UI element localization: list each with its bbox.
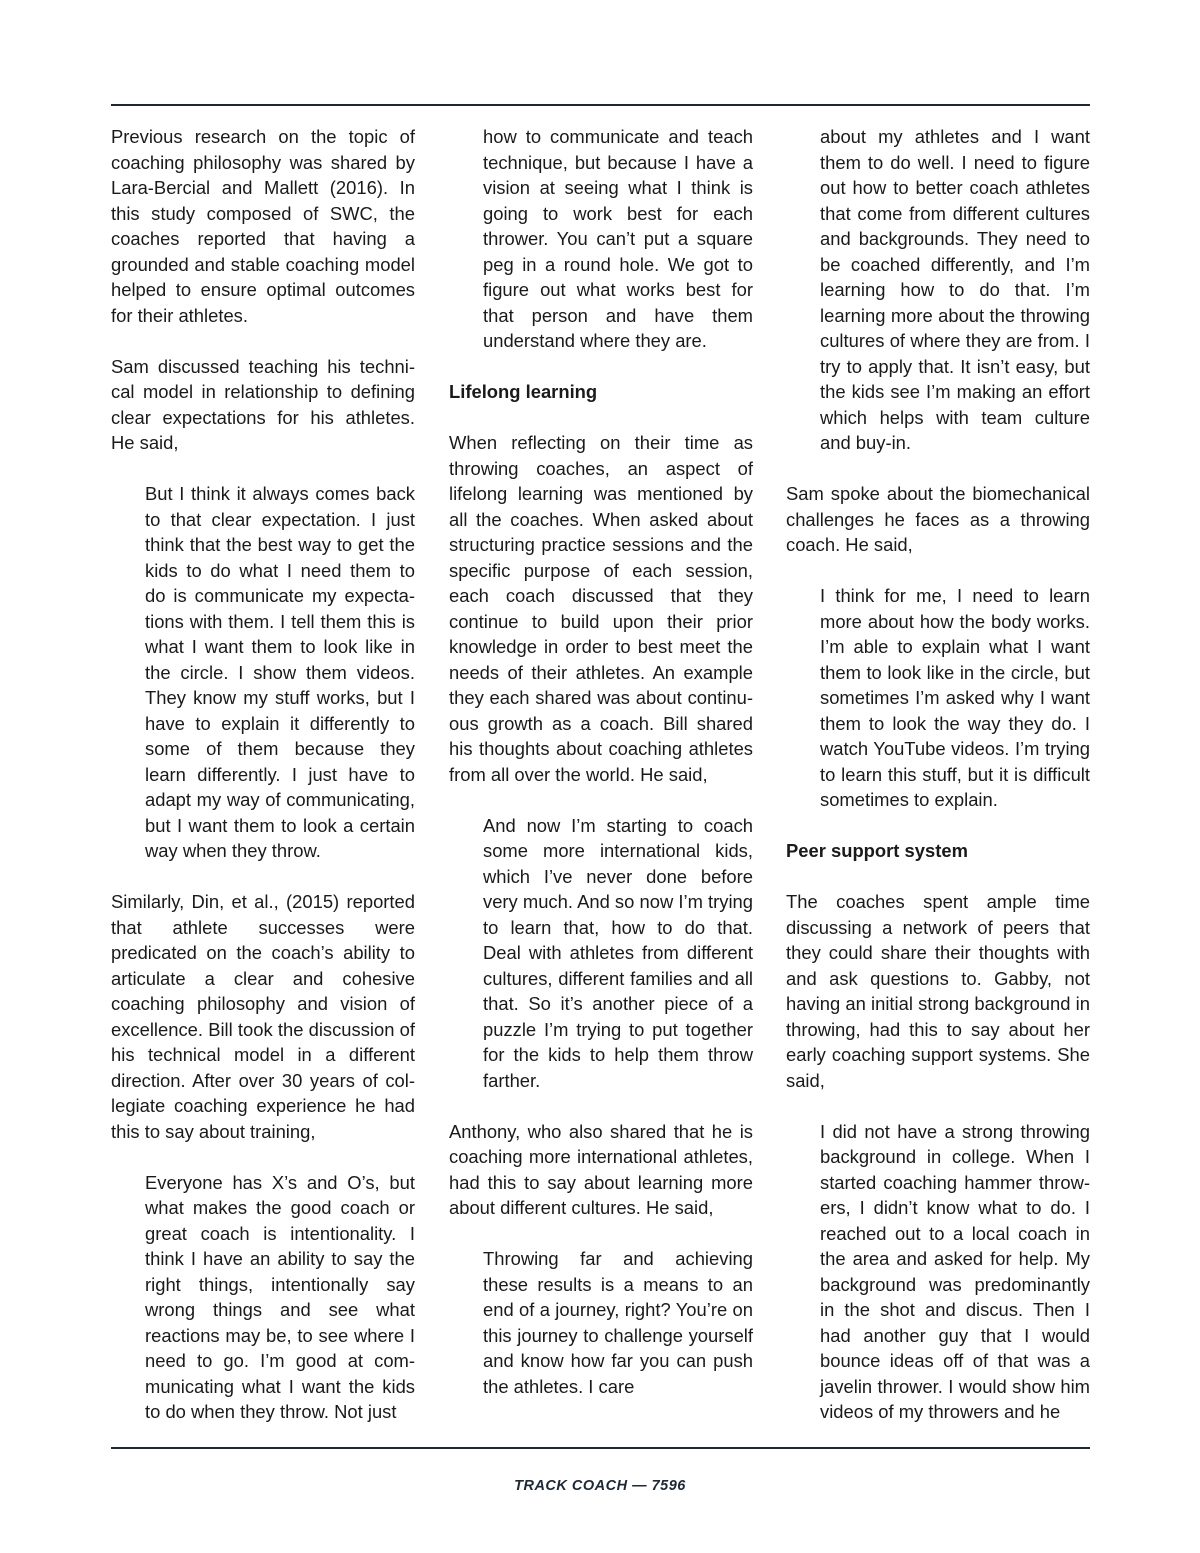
block-quote: I think for me, I need to learn more about how the body works. I’m able to explain what I want them to look like in the circle, but sometimes I’m asked why I want them to look the way they do. I watch YouTube videos. I’m trying to learn this stuff, but it is difficult sometimes to explain. bbox=[820, 585, 1090, 810]
paragraph: Anthony, who also shared that he is coaching more international athletes, had this to say about learning more about different cultures. He said, bbox=[449, 1120, 753, 1218]
paragraph: The coaches spent ample time discussing a network of peers that they could share their thoughts with and ask questions to. Gabby, not having an initial strong background in throwing, had this to say about her early coaching support systems. She said, bbox=[786, 891, 1090, 1091]
paragraph: When reflecting on their time as throwing coaches, an aspect of lifelong learning was mentioned by all the coaches. When asked about structuring practice sessions and the specific purpose of each session, each coach discussed that they continue to build upon their prior knowledge in order to best meet the needs of their athletes. An example they each shared was about continuous growth as a coach. Bill shared his thoughts about coaching athletes from all over the world. He said, bbox=[449, 432, 753, 785]
column-3 bbox=[786, 124, 1090, 1450]
paragraph: Sam spoke about the biomechanical challenges he faces as a throwing coach. He said, bbox=[786, 483, 1090, 555]
paragraph: Previous research on the topic of coaching philosophy was shared by Lara-Bercial and Mallett (2016). In this study composed of SWC, the coaches reported that having a grounded and stable coaching model helped to ensure optimal outcomes for their athletes. bbox=[111, 126, 415, 326]
page-footer: TRACK COACH — 7596 bbox=[514, 1478, 686, 1494]
block-quote: how to communicate and teach technique, but because I have a vision at seeing what I think is going to work best for each thrower. You can’t put a square peg in a round hole. We got to figure out what works best for that person and have them understand where they are. bbox=[483, 126, 753, 351]
block-quote: Everyone has X’s and O’s, but what makes the good coach or great coach is intentionality. I think I have an ability to say the right things, intentionally say wrong things and see what reactions may be, to see where I need to go. I’m good at communicating what I want the kids to do when they throw. Not just bbox=[145, 1171, 415, 1422]
column-2 bbox=[449, 124, 753, 1425]
column-1 bbox=[111, 124, 415, 1450]
section-heading-lifelong-learning: Lifelong learning bbox=[449, 381, 598, 402]
block-quote: about my athletes and I want them to do well. I need to figure out how to better coach athletes that come from different cultures and backgrounds. They need to be coached differently, and I’m learning how to do that. I’m learning more about the throwing cultures of where they are from. I try to apply that. It isn’t easy, but the kids see I’m making an effort which helps with team culture and buy-in. bbox=[820, 126, 1090, 453]
paragraph: Sam discussed teaching his technical model in relationship to defining clear expectations for his athletes. He said, bbox=[111, 355, 415, 453]
section-heading-peer-support-system: Peer support system bbox=[786, 840, 968, 861]
bottom-rule bbox=[111, 1447, 1090, 1449]
block-quote: Throwing far and achieving these results is a means to an end of a journey, right? You’re on this journey to challenge yourself and know how far you can push the athletes. I care bbox=[483, 1248, 753, 1397]
block-quote: But I think it always comes back to that clear expectation. I just think that the best way to get the kids to do what I need them to do is communicate my expectations with them. I tell them this is what I want them to look like in the circle. I show them videos. They know my stuff works, but I have to explain it differently to some of them because they learn differently. I just have to adapt my way of communicating, but I want them to look a certain way when they throw. bbox=[145, 483, 415, 861]
top-rule bbox=[111, 104, 1090, 106]
block-quote: And now I’m starting to coach some more international kids, which I’ve never done before very much. And so now I’m trying to learn that, how to do that. Deal with athletes from different cultures, different families and all that. So it’s another piece of a puzzle I’m trying to put together for the kids to help them throw farther. bbox=[483, 814, 753, 1091]
block-quote: I did not have a strong throwing background in college. When I started coaching hammer throwers, I didn’t know what to do. I reached out to a local coach in the area and asked for help. My background was predominantly in the shot and discus. Then I had another guy that I would bounce ideas off of that was a javelin thrower. I would show him videos of my throwers and he bbox=[820, 1120, 1090, 1422]
paragraph: Similarly, Din, et al., (2015) reported that athlete successes were predicated on the coach’s ability to articulate a clear and cohesive coaching philosophy and vision of excellence. Bill took the discussion of his technical model in a different direction. After over 30 years of collegiate coaching experience he had this to say about training, bbox=[111, 891, 415, 1142]
